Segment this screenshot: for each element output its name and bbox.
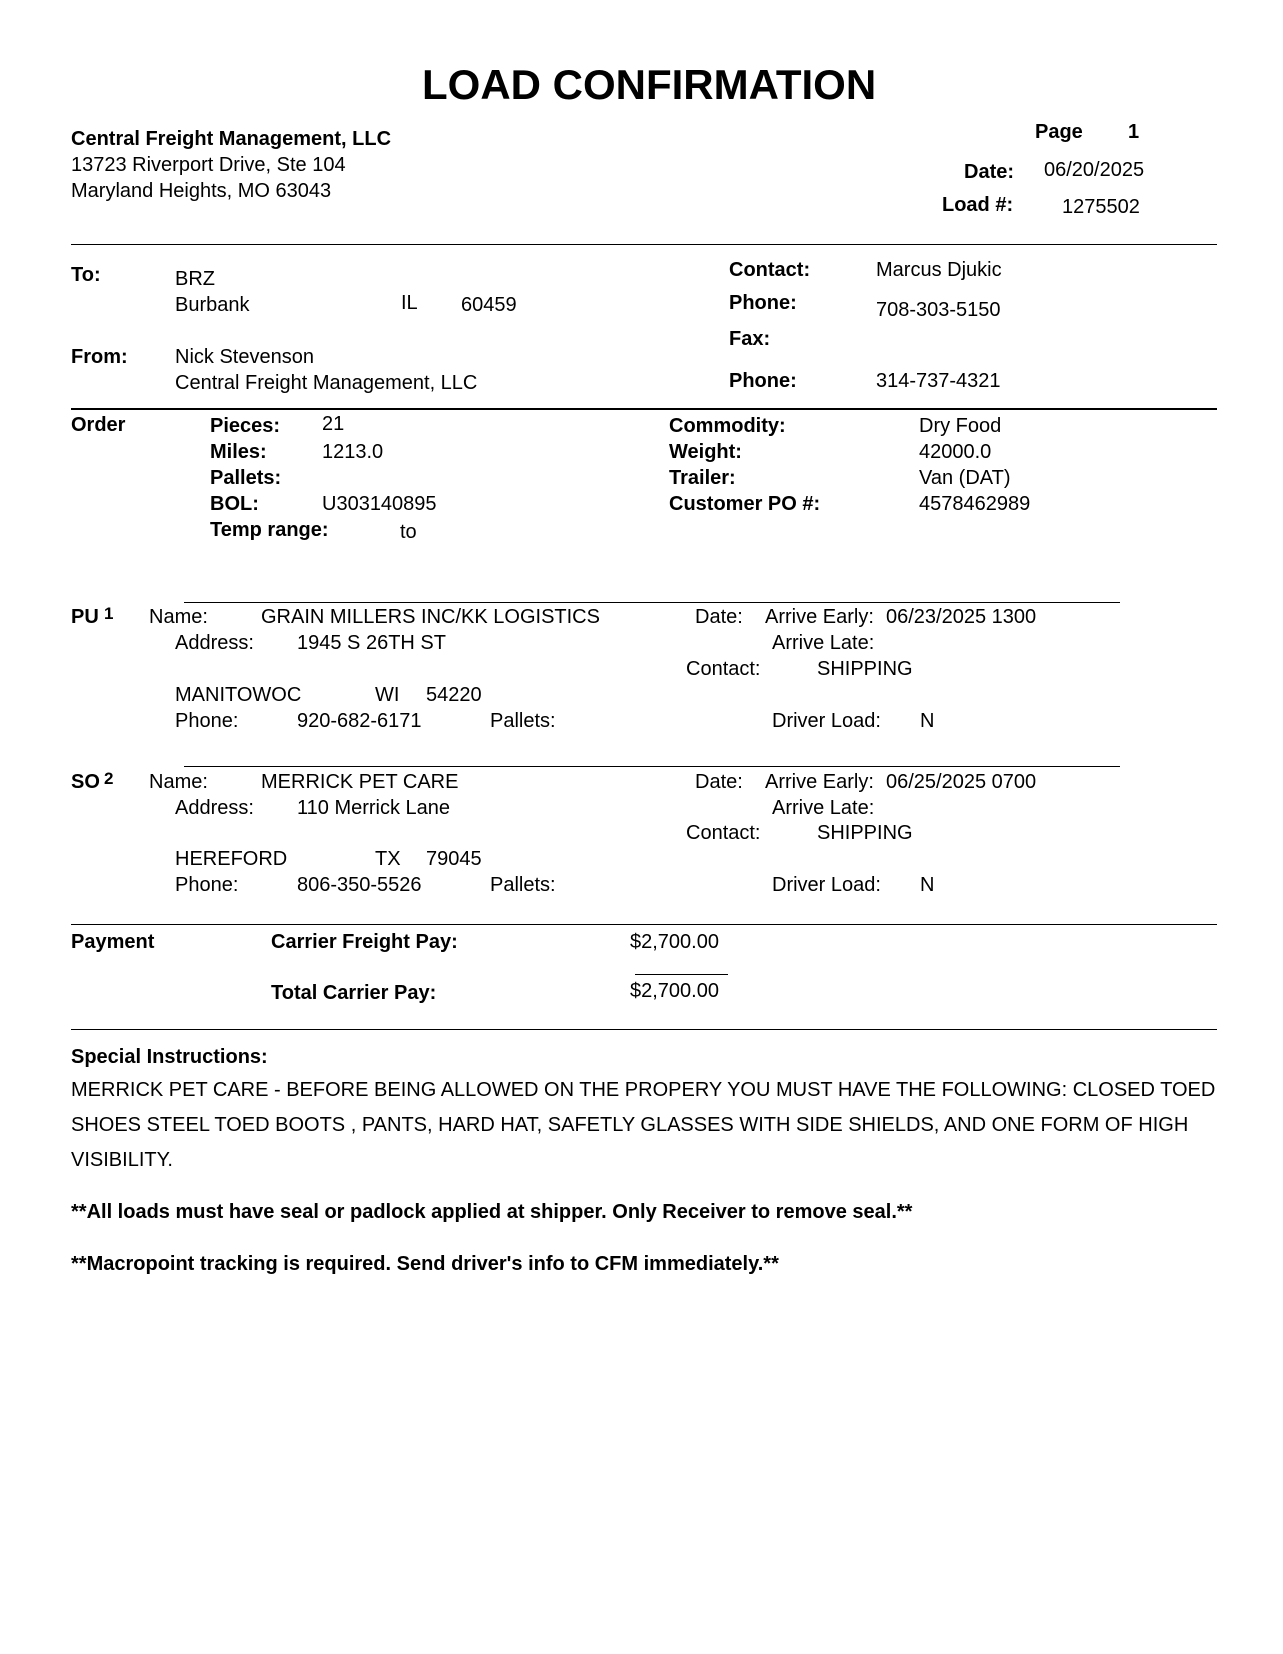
sum-underline [635,974,728,975]
divider [184,766,1120,767]
from-name: Nick Stevenson [175,346,314,368]
stop-phone: 920-682-6171 [297,710,422,732]
customer-po-label: Customer PO #: [669,493,821,515]
stop-arrive-early: 06/25/2025 0700 [886,771,1037,793]
stop-driver-load-label: Driver Load: [772,874,881,896]
contact-value: Marcus Djukic [876,259,1002,281]
commodity-label: Commodity: [669,415,786,437]
customer-po-value: 4578462989 [919,493,1031,515]
stop-arrive-early: 06/23/2025 1300 [886,606,1037,628]
to-label: To: [71,264,101,286]
stop-address: 110 Merrick Lane [297,797,451,819]
stop-phone: 806-350-5526 [297,874,422,896]
bol-label: BOL: [210,493,259,515]
stop-arrive-early-label: Arrive Early: [765,771,874,793]
phone-label: Phone: [729,292,797,314]
stop-city: HEREFORD [175,848,288,870]
trailer-label: Trailer: [669,467,736,489]
contact-label: Contact: [729,259,811,281]
company-name: Central Freight Management, LLC [71,128,392,150]
from-company: Central Freight Management, LLC [175,372,478,394]
special-instructions-label: Special Instructions: [71,1046,268,1068]
total-carrier-pay-value: $2,700.00 [630,980,719,1002]
pieces-label: Pieces: [210,415,281,437]
stop-type: SO [71,771,100,793]
stop-address: 1945 S 26TH ST [297,632,446,654]
stop-date-label: Date: [695,606,743,628]
divider [71,408,1217,410]
load-number-label: Load #: [942,194,1014,216]
stop-name-label: Name: [149,771,208,793]
miles-value: 1213.0 [322,441,384,463]
stop-arrive-early-label: Arrive Early: [765,606,874,628]
stop-contact: SHIPPING [817,822,913,844]
stop-pallets-label: Pallets: [490,710,556,732]
tracking-note: **Macropoint tracking is required. Send driver's info to CFM immediately.** [71,1253,779,1275]
date-value: 06/20/2025 [1044,159,1145,181]
carrier-freight-pay-value: $2,700.00 [630,931,719,953]
from-phone-label: Phone: [729,370,797,392]
order-label: Order [71,414,126,436]
stop-driver-load: N [920,710,935,732]
divider [71,1029,1217,1030]
stop-name: GRAIN MILLERS INC/KK LOGISTICS [261,606,600,628]
stop-arrive-late-label: Arrive Late: [772,797,875,819]
stop-name-label: Name: [149,606,208,628]
seal-note: **All loads must have seal or padlock applied at shipper. Only Receiver to remove seal.** [71,1201,913,1223]
total-carrier-pay-label: Total Carrier Pay: [271,982,437,1004]
miles-label: Miles: [210,441,267,463]
page-number: 1 [1128,121,1140,143]
stop-address-label: Address: [175,797,254,819]
stop-contact-label: Contact: [686,822,761,844]
to-name: BRZ [175,268,215,290]
page-label: Page [1035,121,1083,143]
weight-value: 42000.0 [919,441,992,463]
stop-state: WI [375,684,400,706]
stop-phone-label: Phone: [175,710,239,732]
from-phone-value: 314-737-4321 [876,370,1001,392]
temp-range-value: to [400,521,417,543]
payment-label: Payment [71,931,155,953]
stop-number: 1 [104,604,114,623]
stop-zip: 79045 [426,848,482,870]
stop-phone-label: Phone: [175,874,239,896]
stop-type: PU [71,606,99,628]
company-address-line2: Maryland Heights, MO 63043 [71,180,332,202]
bol-value: U303140895 [322,493,437,515]
to-state: IL [401,292,418,314]
load-number-value: 1275502 [1062,196,1140,218]
stop-arrive-late-label: Arrive Late: [772,632,875,654]
company-address-line1: 13723 Riverport Drive, Ste 104 [71,154,346,176]
weight-label: Weight: [669,441,742,463]
phone-value: 708-303-5150 [876,299,1001,321]
stop-contact: SHIPPING [817,658,913,680]
pieces-value: 21 [322,413,345,435]
stop-name: MERRICK PET CARE [261,771,459,793]
stop-address-label: Address: [175,632,254,654]
special-instructions-text: MERRICK PET CARE - BEFORE BEING ALLOWED ON THE PROPERY YOU MUST HAVE THE FOLLOWING: CLOSED TOED SHOES STEEL TOED BOOTS , PANTS, HARD HAT, SAFETLY GLASSES WITH SIDE SHIELDS, AND ONE FORM OF HIGH VISIBILITY. [71,1079,1216,1171]
to-zip: 60459 [461,294,517,316]
fax-label: Fax: [729,328,771,350]
stop-contact-label: Contact: [686,658,761,680]
stop-city: MANITOWOC [175,684,302,706]
divider [71,244,1217,245]
stop-zip: 54220 [426,684,482,706]
stop-state: TX [375,848,401,870]
to-city: Burbank [175,294,250,316]
page-title: LOAD CONFIRMATION [422,61,877,108]
stop-pallets-label: Pallets: [490,874,556,896]
date-label: Date: [964,161,1015,183]
temp-range-label: Temp range: [210,519,329,541]
stop-date-label: Date: [695,771,743,793]
carrier-freight-pay-label: Carrier Freight Pay: [271,931,458,953]
stop-driver-load: N [920,874,935,896]
divider [71,924,1217,925]
stop-number: 2 [104,769,114,788]
commodity-value: Dry Food [919,415,1002,437]
divider [184,602,1120,603]
trailer-value: Van (DAT) [919,467,1011,489]
stop-driver-load-label: Driver Load: [772,710,881,732]
pallets-label: Pallets: [210,467,282,489]
from-label: From: [71,346,128,368]
